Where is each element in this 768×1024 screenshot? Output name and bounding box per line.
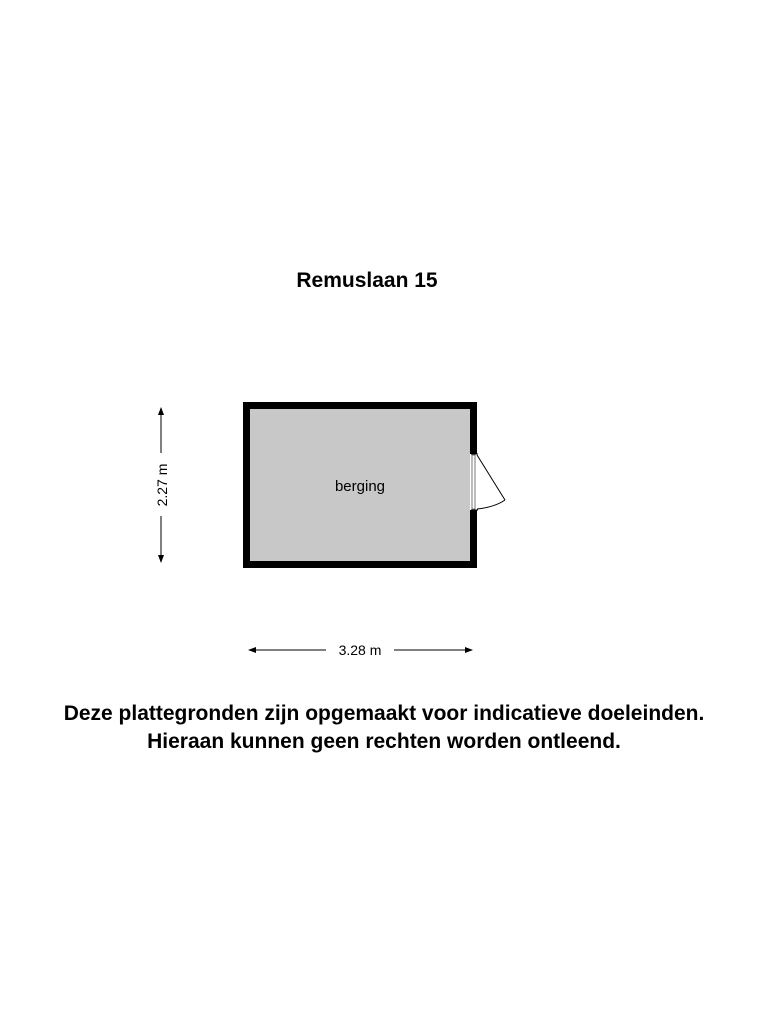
height-dimension <box>154 408 170 562</box>
page-title: Remuslaan 15 <box>296 269 438 292</box>
door <box>470 454 505 510</box>
door-frame <box>472 455 475 509</box>
width-dimension-label: 3.28 m <box>338 642 382 658</box>
door-leaf <box>477 455 505 500</box>
disclaimer-line-1: Deze plattegronden zijn opgemaakt voor indicatieve doeleinden. <box>63 702 705 725</box>
disclaimer <box>0 700 768 756</box>
room-label: berging <box>334 478 386 495</box>
disclaimer-line-2: Hieraan kunnen geen rechten worden ontleend. <box>147 730 621 753</box>
height-dimension-label: 2.27 m <box>154 463 170 507</box>
door-swing-arc <box>477 500 505 509</box>
width-dimension <box>249 642 472 658</box>
